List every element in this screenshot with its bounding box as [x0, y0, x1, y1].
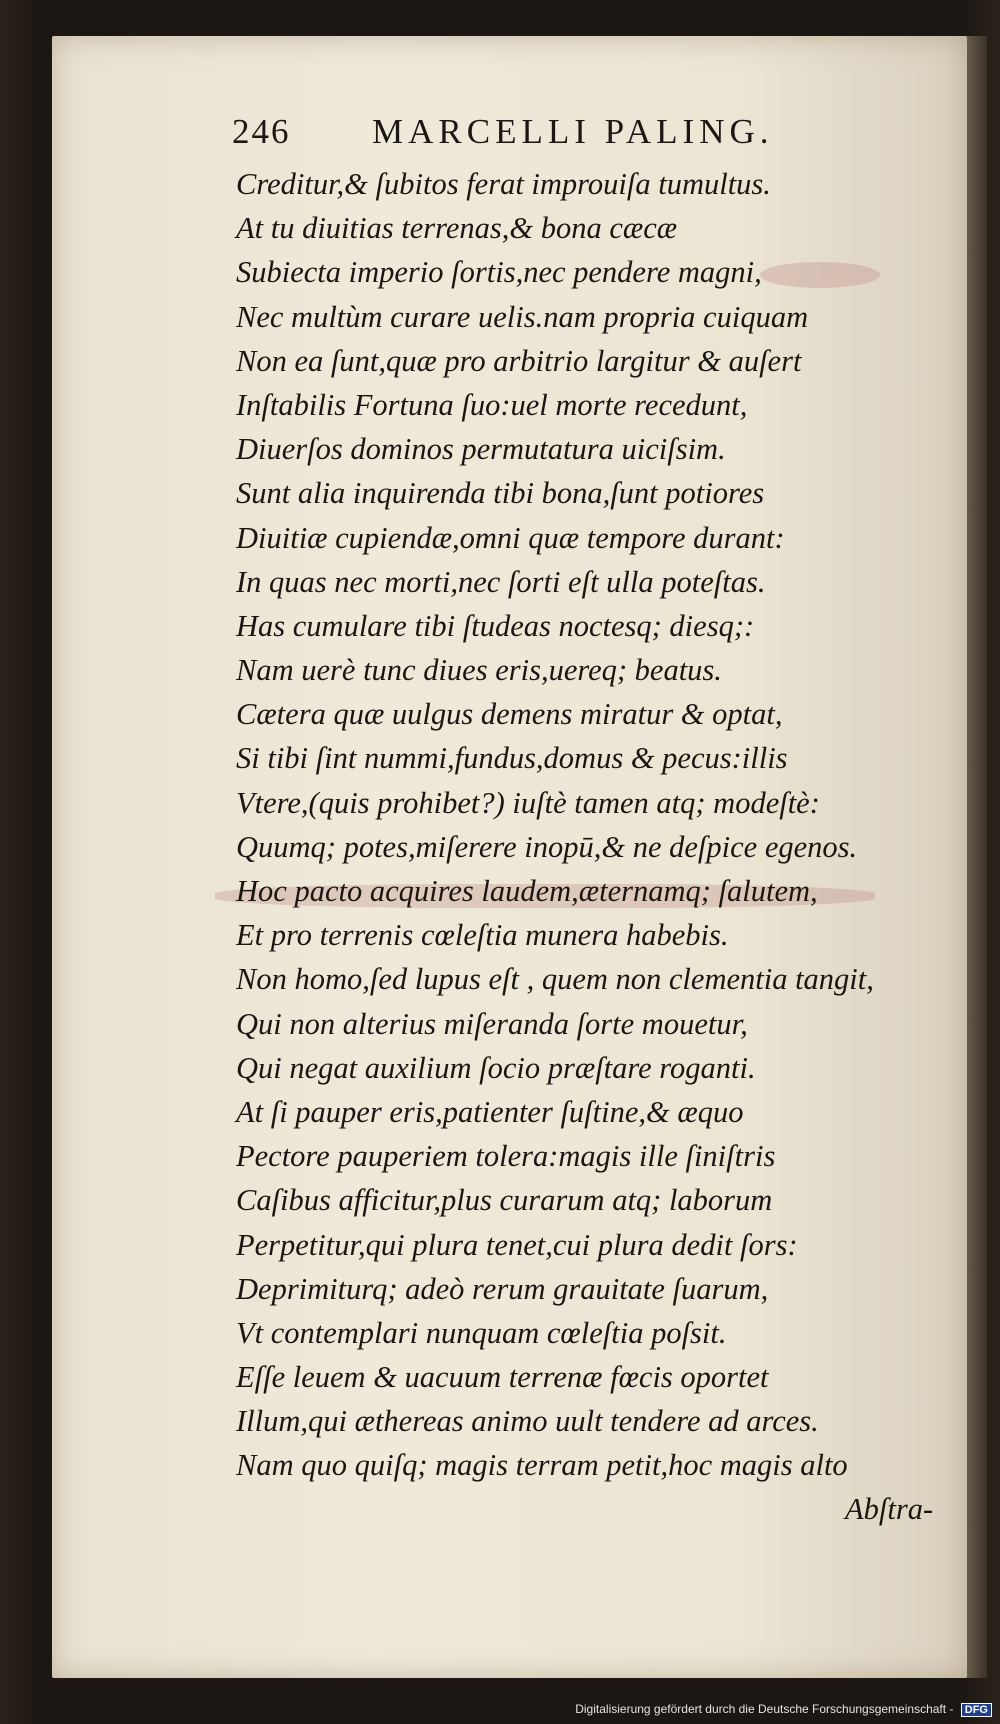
- verse-line: Illum,qui æthereas animo uult tendere ad arces.: [236, 1404, 819, 1439]
- verse-line: Pectore pauperiem tolera:magis ille ſiniſtris: [236, 1139, 776, 1174]
- verse-line: At ſi pauper eris,patienter ſuſtine,& æquo: [236, 1094, 744, 1129]
- verse-line: Cætera quæ uulgus demens miratur & optat,: [236, 697, 783, 732]
- verse-line: Nam uerè tunc diues eris,uereq; beatus.: [236, 653, 722, 688]
- verse-line: Sunt alia inquirenda tibi bona,ſunt potiores: [236, 476, 765, 511]
- verse-line: Inſtabilis Fortuna ſuo:uel morte recedunt,: [236, 387, 748, 422]
- digitization-credit: [552, 1702, 992, 1720]
- verse-line: Nam quo quiſq; magis terram petit,hoc magis alto: [236, 1448, 848, 1483]
- verse-line: Non homo,ſed lupus eſt , quem non clementia tangit,: [236, 962, 874, 997]
- verse-line: Vt contemplari nunquam cœleſtia poſsit.: [236, 1315, 727, 1350]
- verse-line: Diuitiæ cupiendæ,omni quæ tempore durant:: [236, 520, 785, 555]
- dfg-logo[interactable]: DFG: [961, 1703, 992, 1717]
- verse-line: Qui non alterius miſeranda ſorte mouetur,: [236, 1006, 748, 1041]
- verse-line: Qui negat auxilium ſocio præſtare roganti.: [236, 1050, 756, 1085]
- verse-line: Eſſe leuem & uacuum terrenæ fœcis oportet: [236, 1360, 769, 1395]
- verse-line: Hoc pacto acquires laudem,æternamq; ſalutem,: [236, 874, 818, 908]
- verse-line: Et pro terrenis cœleſtia munera habebis.: [236, 918, 729, 953]
- credit-text: Digitalisierung gefördert durch die Deutsche Forschungsgemeinschaft -: [575, 1702, 954, 1716]
- running-head: [232, 112, 832, 156]
- running-title: MARCELLI PALING.: [372, 112, 774, 151]
- verse-line: Creditur,& ſubitos ferat improuiſa tumultus.: [236, 167, 771, 201]
- verse-line: Diuerſos dominos permutatura uiciſsim.: [236, 432, 726, 467]
- verse-line: Si tibi ſint nummi,fundus,domus & pecus:illis: [236, 741, 788, 776]
- verse-block: [236, 162, 956, 1488]
- verse-line: Caſibus afficitur,plus curarum atq; laborum: [236, 1183, 773, 1218]
- verse-line: Subiecta imperio ſortis,nec pendere magni,: [236, 255, 762, 290]
- verse-line: Has cumulare tibi ſtudeas noctesq; diesq;:: [236, 608, 755, 643]
- catchword: Abſtra-: [845, 1492, 934, 1526]
- verse-line: In quas nec morti,nec ſorti eſt ulla poteſtas.: [236, 564, 766, 599]
- page-edge: [965, 36, 987, 1678]
- verse-line: Nec multùm curare uelis.nam propria cuiquam: [236, 299, 809, 334]
- verse-line: At tu diuitias terrenas,& bona cæcæ: [236, 211, 678, 246]
- verse-line: Non ea ſunt,quæ pro arbitrio largitur & auſert: [236, 343, 802, 378]
- page-number: 246: [232, 112, 291, 151]
- verse-line: Vtere,(quis prohibet?) iuſtè tamen atq; modeſtè:: [236, 785, 820, 820]
- verse-line: Quumq; potes,miſerere inopū,& ne deſpice egenos.: [236, 829, 858, 864]
- verse-line: Perpetitur,qui plura tenet,cui plura dedit ſors:: [236, 1227, 798, 1262]
- verse-line: Deprimiturq; adeò rerum grauitate ſuarum,: [236, 1271, 769, 1306]
